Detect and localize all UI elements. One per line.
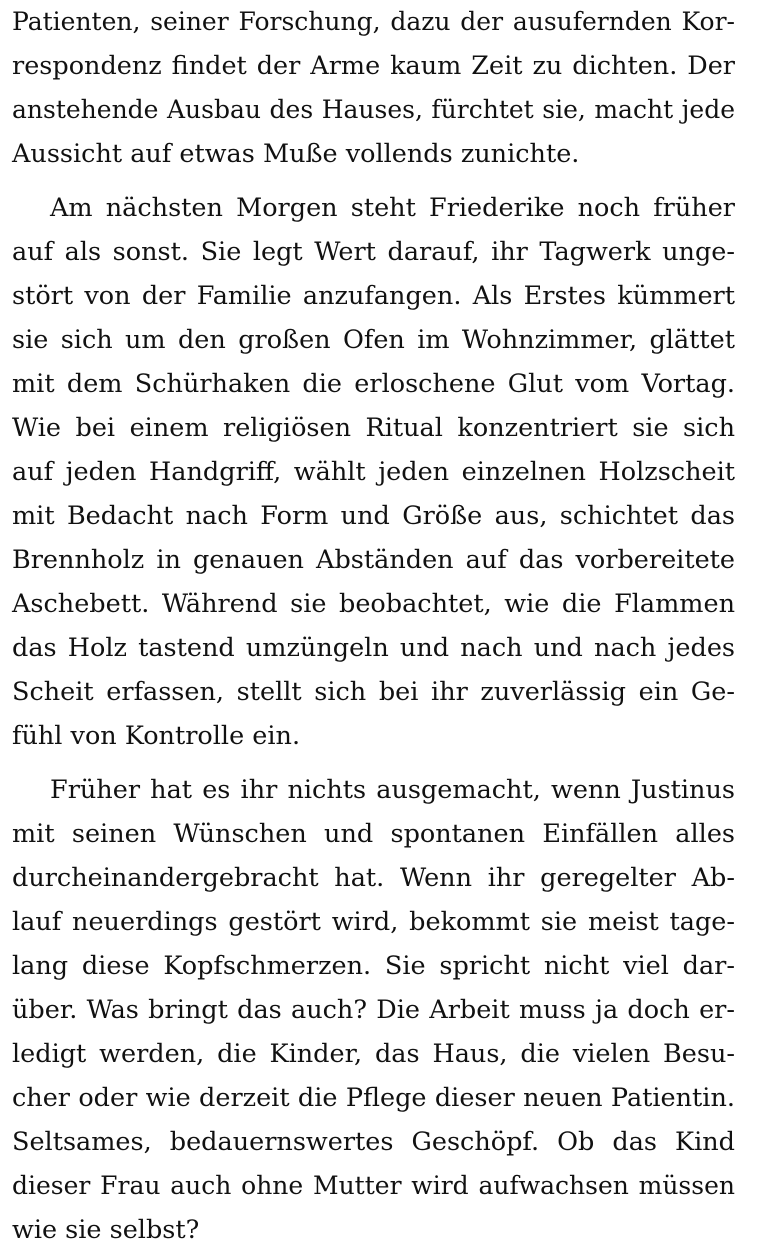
text-line: fühl von Kontrolle ein. bbox=[12, 721, 301, 751]
text-line: Scheit erfassen, stellt sich bei ihr zuverlässig ein Ge- bbox=[12, 677, 735, 707]
text-line: Früher hat es ihr nichts ausgemacht, wenn Justinus bbox=[50, 775, 735, 805]
paragraph-2 bbox=[12, 186, 735, 758]
text-line: stört von der Familie anzufangen. Als Erstes kümmert bbox=[12, 281, 735, 311]
text-line: das Holz tastend umzüngeln und nach und nach jedes bbox=[12, 633, 735, 663]
book-page bbox=[12, 0, 735, 1252]
text-line: ledigt werden, die Kinder, das Haus, die vielen Besu- bbox=[12, 1039, 735, 1069]
text-line: Aussicht auf etwas Muße vollends zunichte. bbox=[12, 139, 580, 169]
text-line: Seltsames, bedauernswertes Geschöpf. Ob das Kind bbox=[12, 1127, 735, 1157]
text-line: wie sie selbst? bbox=[12, 1215, 200, 1245]
text-line: Brennholz in genauen Abständen auf das vorbereitete bbox=[12, 545, 735, 575]
text-line: Patienten, seiner Forschung, dazu der ausufernden Kor- bbox=[12, 7, 735, 36]
text-line: lauf neuerdings gestört wird, bekommt sie meist tage- bbox=[12, 907, 735, 937]
text-line: sie sich um den großen Ofen im Wohnzimmer, glättet bbox=[12, 325, 735, 355]
paragraph-3 bbox=[12, 768, 735, 1252]
text-line: respondenz findet der Arme kaum Zeit zu dichten. Der bbox=[12, 51, 735, 81]
text-line: anstehende Ausbau des Hauses, fürchtet sie, macht jede bbox=[12, 95, 735, 124]
text-line: lang diese Kopfschmerzen. Sie spricht nicht viel dar- bbox=[12, 951, 735, 981]
text-line: Am nächsten Morgen steht Friederike noch früher bbox=[50, 193, 735, 223]
paragraph-gap bbox=[12, 176, 735, 186]
text-line: über. Was bringt das auch? Die Arbeit muss ja doch er- bbox=[12, 995, 735, 1025]
text-line: mit seinen Wünschen und spontanen Einfällen alles bbox=[12, 819, 735, 849]
text-line: mit dem Schürhaken die erloschene Glut vom Vortag. bbox=[12, 369, 735, 399]
text-line: dieser Frau auch ohne Mutter wird aufwachsen müssen bbox=[12, 1171, 735, 1200]
text-line: auf jeden Handgriff, wählt jeden einzelnen Holzscheit bbox=[12, 457, 735, 487]
text-line: Aschebett. Während sie beobachtet, wie die Flammen bbox=[12, 589, 735, 619]
text-line: auf als sonst. Sie legt Wert darauf, ihr Tagwerk unge- bbox=[12, 237, 735, 267]
text-line: Wie bei einem religiösen Ritual konzentriert sie sich bbox=[12, 413, 735, 443]
text-line: durcheinandergebracht hat. Wenn ihr geregelter Ab- bbox=[12, 863, 735, 893]
paragraph-gap bbox=[12, 758, 735, 768]
paragraph-1 bbox=[12, 0, 735, 176]
text-line: mit Bedacht nach Form und Größe aus, schichtet das bbox=[12, 501, 735, 531]
text-line: cher oder wie derzeit die Pflege dieser neuen Patientin. bbox=[12, 1083, 735, 1113]
